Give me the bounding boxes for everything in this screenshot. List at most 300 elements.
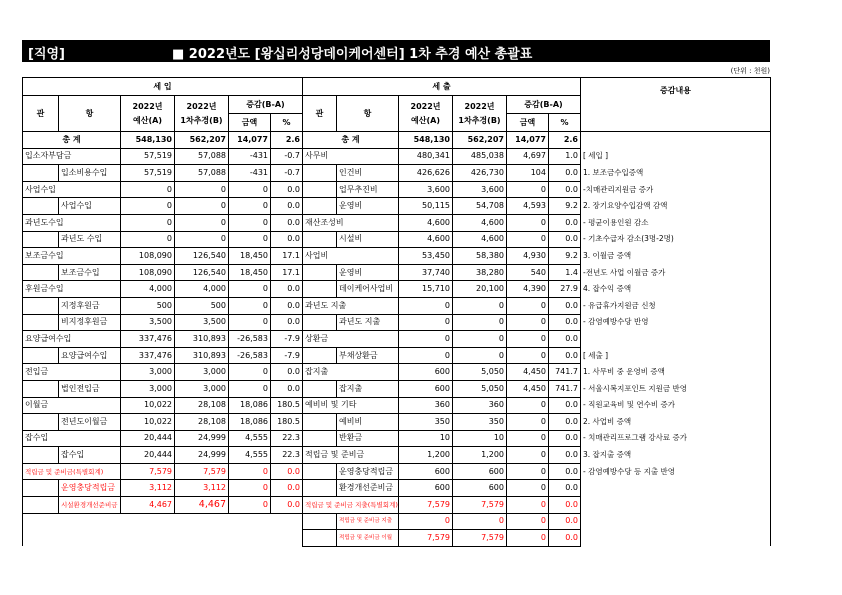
table-row (23, 297, 771, 314)
income-budget-b: 3,500 (175, 314, 229, 331)
note-line: - 감염예방수당 등 지출 반영 (581, 463, 771, 480)
expense-budget-b: 58,380 (453, 248, 507, 265)
expense-budget-b: 426,730 (453, 165, 507, 182)
income-gwan-cell (23, 165, 59, 182)
expense-budget-b: 7,579 (453, 497, 507, 514)
expense-budget-a: 4,600 (399, 214, 453, 231)
income-budget-a: 0 (121, 214, 175, 231)
income-diff-amount: 18,086 (229, 414, 271, 431)
expense-budget-a: 50,115 (399, 198, 453, 215)
income-diff-amount: 0 (229, 480, 271, 497)
expense-diff-pct: 741.7 (549, 380, 581, 397)
expense-diff-amount: 104 (507, 165, 549, 182)
budget-table (22, 77, 771, 547)
expense-gwan-cell (303, 414, 337, 431)
income-budget-a: 337,476 (121, 331, 175, 348)
expense-diff-amount: 4,390 (507, 281, 549, 298)
expense-diff-amount: 4,450 (507, 364, 549, 381)
income-budget-a: 20,444 (121, 430, 175, 447)
income-budget-b: 0 (175, 214, 229, 231)
income-hang-cell: 과년도 수입 (59, 231, 121, 248)
income-hang-header: 항 (59, 96, 121, 132)
income-budget-b: 0 (175, 198, 229, 215)
income-diff-pct: 17.1 (271, 248, 303, 265)
expense-budget-a: 600 (399, 463, 453, 480)
income-diff-amount: 0 (229, 314, 271, 331)
income-diff-amount: 0 (229, 231, 271, 248)
income-diff-amount: -26,583 (229, 331, 271, 348)
expense-gwan-cell (303, 198, 337, 215)
note-line: - 치매관리프로그램 강사료 증가 (581, 430, 771, 447)
income-hang-cell: 입소비용수입 (59, 165, 121, 182)
expense-diff-pct: 0.0 (549, 165, 581, 182)
income-hang-cell: 보조금수입 (59, 264, 121, 281)
expense-budget-a: 7,579 (399, 497, 453, 514)
expense-budget-a: 0 (399, 347, 453, 364)
income-gwan-cell (23, 314, 59, 331)
expense-diff-amount: 0 (507, 231, 549, 248)
expense-budget-a: 600 (399, 380, 453, 397)
expense-hang-cell: 업무추진비 (337, 181, 399, 198)
income-budget-b: 57,088 (175, 148, 229, 165)
expense-diff-pct: 0.0 (549, 181, 581, 198)
income-budget-a: 4,000 (121, 281, 175, 298)
note-line: -치매관리지원금 증가 (581, 181, 771, 198)
income-budget-b: 0 (175, 231, 229, 248)
income-gwan-cell (23, 414, 59, 431)
expense-budget-a: 350 (399, 414, 453, 431)
income-amount-header: 금액 (229, 114, 271, 132)
note-line: 3. 이월금 증액 (581, 248, 771, 265)
income-diff-pct: -0.7 (271, 148, 303, 165)
expense-diff-amount: 0 (507, 530, 549, 547)
expense-diff-pct: 0.0 (549, 414, 581, 431)
expense-total-pct: 2.6 (549, 132, 581, 149)
expense-budget-a: 3,600 (399, 181, 453, 198)
expense-diff-amount: 0 (507, 430, 549, 447)
expense-gwan-cell (303, 463, 337, 480)
income-gwan-cell (23, 447, 59, 464)
note-line: - 기초수급자 감소(3명-2명) (581, 231, 771, 248)
expense-gwan-header: 관 (303, 96, 337, 132)
income-budget-a-header: 2022년 예산(A) (121, 96, 175, 132)
income-budget-a: 3,112 (121, 480, 175, 497)
table-row (23, 347, 771, 364)
income-diff-amount: 18,450 (229, 248, 271, 265)
income-budget-b: 310,893 (175, 347, 229, 364)
income-hang-cell: 법인전입금 (59, 380, 121, 397)
note-line: - 직원교육비 및 연수비 증가 (581, 397, 771, 414)
income-diff-pct: 22.3 (271, 447, 303, 464)
income-diff-pct: 180.5 (271, 414, 303, 431)
expense-diff-amount: 0 (507, 463, 549, 480)
note-line: [ 세입 ] (581, 148, 771, 165)
note-line: - 감염예방수당 반영 (581, 314, 771, 331)
income-budget-b: 28,108 (175, 414, 229, 431)
income-diff-amount: -431 (229, 165, 271, 182)
expense-budget-a: 7,579 (399, 530, 453, 547)
income-total-diff: 14,077 (229, 132, 271, 149)
expense-hang-cell: 운영비 (337, 198, 399, 215)
note-line (581, 497, 771, 514)
expense-gwan-cell (303, 380, 337, 397)
expense-diff-pct: 0.0 (549, 430, 581, 447)
expense-budget-a: 4,600 (399, 231, 453, 248)
expense-pct-header: % (549, 114, 581, 132)
income-budget-a: 57,519 (121, 165, 175, 182)
expense-total-b: 562,207 (453, 132, 507, 149)
income-header: 세 입 (23, 78, 303, 96)
expense-budget-b: 20,100 (453, 281, 507, 298)
expense-gwan-cell: 상환금 (303, 331, 399, 348)
expense-budget-b: 5,050 (453, 380, 507, 397)
income-budget-a: 108,090 (121, 248, 175, 265)
income-diff-pct: 0.0 (271, 214, 303, 231)
table-row (23, 480, 771, 497)
expense-budget-a: 426,626 (399, 165, 453, 182)
expense-budget-a: 480,341 (399, 148, 453, 165)
expense-budget-a: 0 (399, 513, 453, 530)
note-line (581, 513, 771, 530)
note-line (581, 530, 771, 547)
expense-diff-amount: 0 (507, 297, 549, 314)
expense-gwan-cell (303, 430, 337, 447)
expense-hang-cell: 반환금 (337, 430, 399, 447)
note-line: 1. 사무비 중 운영비 증액 (581, 364, 771, 381)
expense-gwan-cell (303, 165, 337, 182)
table-row (23, 380, 771, 397)
expense-budget-b: 38,280 (453, 264, 507, 281)
income-gwan-cell: 이월금 (23, 397, 121, 414)
org-label: [직영] (28, 47, 65, 62)
expense-diff-pct: 0.0 (549, 214, 581, 231)
note-line: 1. 보조금수입증액 (581, 165, 771, 182)
table-row (23, 181, 771, 198)
income-gwan-cell: 보조금수입 (23, 248, 121, 265)
income-budget-b: 3,000 (175, 364, 229, 381)
income-gwan-cell (23, 497, 59, 514)
income-diff-amount: 0 (229, 463, 271, 480)
expense-gwan-cell: 과년도 지출 (303, 297, 399, 314)
income-gwan-cell (23, 264, 59, 281)
expense-budget-b: 0 (453, 513, 507, 530)
income-budget-a: 20,444 (121, 447, 175, 464)
income-budget-a: 0 (121, 231, 175, 248)
expense-diff-pct: 0.0 (549, 463, 581, 480)
note-line: 3. 잡지출 증액 (581, 447, 771, 464)
expense-budget-b: 1,200 (453, 447, 507, 464)
income-budget-b: 24,999 (175, 447, 229, 464)
income-gwan-cell: 후원금수입 (23, 281, 121, 298)
income-diff-amount: -26,583 (229, 347, 271, 364)
expense-budget-b: 0 (453, 347, 507, 364)
expense-diff-amount: 4,593 (507, 198, 549, 215)
income-diff-pct: 0.0 (271, 181, 303, 198)
note-line: 4. 잡수익 증액 (581, 281, 771, 298)
expense-diff-pct: 0.0 (549, 497, 581, 514)
income-budget-b: 0 (175, 181, 229, 198)
expense-hang-header: 항 (337, 96, 399, 132)
table-row (23, 148, 771, 165)
table-row (23, 430, 771, 447)
expense-diff-pct: 0.0 (549, 447, 581, 464)
income-gwan-cell: 전입금 (23, 364, 121, 381)
expense-hang-cell: 환경개선준비금 (337, 480, 399, 497)
expense-hang-cell: 부채상환금 (337, 347, 399, 364)
note-line: 2. 장기요양수입감액 감액 (581, 198, 771, 215)
expense-gwan-cell: 적립금 및 준비금 (303, 447, 399, 464)
income-budget-b-header: 2022년 1차추경(B) (175, 96, 229, 132)
expense-diff-amount: 0 (507, 214, 549, 231)
income-budget-b: 24,999 (175, 430, 229, 447)
expense-diff-pct: 0.0 (549, 530, 581, 547)
income-diff-pct: 0.0 (271, 297, 303, 314)
notes-header: 증감내용 (581, 78, 771, 132)
income-gwan-header: 관 (23, 96, 59, 132)
income-pct-header: % (271, 114, 303, 132)
note-line (581, 331, 771, 348)
income-diff-amount: 18,086 (229, 397, 271, 414)
expense-budget-a: 0 (399, 331, 453, 348)
income-budget-b: 126,540 (175, 248, 229, 265)
income-diff-pct: 0.0 (271, 281, 303, 298)
expense-diff-pct: 741.7 (549, 364, 581, 381)
expense-budget-b: 360 (453, 397, 507, 414)
expense-budget-a: 0 (399, 314, 453, 331)
expense-hang-cell: 적립금 및 준비금 이월 (337, 530, 399, 547)
income-gwan-cell: 사업수입 (23, 181, 121, 198)
income-budget-b: 3,112 (175, 480, 229, 497)
income-gwan-cell: 적립금 및 준비금(특별회계) (23, 463, 121, 480)
table-row (23, 198, 771, 215)
income-diff-pct: 0.0 (271, 497, 303, 514)
income-hang-cell: 운영충당적립금 (59, 480, 121, 497)
expense-budget-b-header: 2022년 1차추경(B) (453, 96, 507, 132)
expense-diff-pct: 0.0 (549, 231, 581, 248)
income-hang-cell: 요양급여수입 (59, 347, 121, 364)
expense-budget-b: 485,038 (453, 148, 507, 165)
expense-budget-b: 0 (453, 297, 507, 314)
income-budget-a: 337,476 (121, 347, 175, 364)
title-bar (22, 40, 770, 62)
expense-diff-amount: 0 (507, 331, 549, 348)
expense-diff-amount: 0 (507, 314, 549, 331)
expense-amount-header: 금액 (507, 114, 549, 132)
income-diff-pct: 22.3 (271, 430, 303, 447)
expense-budget-b: 4,600 (453, 214, 507, 231)
income-diff-amount: 18,450 (229, 264, 271, 281)
expense-gwan-cell: 적립금 및 준비금 지출(특별회계) (303, 497, 399, 514)
income-budget-a: 10,022 (121, 397, 175, 414)
expense-diff-amount: 0 (507, 397, 549, 414)
income-budget-b: 3,000 (175, 380, 229, 397)
income-diff-pct: 17.1 (271, 264, 303, 281)
page-title: ■ 2022년도 [왕십리성당데이케어센터] 1차 추경 예산 총괄표 (172, 47, 533, 62)
income-diff-header: 증감(B-A) (229, 96, 303, 114)
income-budget-a: 3,000 (121, 364, 175, 381)
expense-diff-amount: 0 (507, 480, 549, 497)
income-gwan-cell: 과년도수입 (23, 214, 121, 231)
income-diff-amount: 0 (229, 497, 271, 514)
income-hang-cell: 지정후원금 (59, 297, 121, 314)
income-diff-pct: 0.0 (271, 480, 303, 497)
income-budget-b: 500 (175, 297, 229, 314)
expense-diff-amount: 0 (507, 513, 549, 530)
income-gwan-cell: 입소자부담금 (23, 148, 121, 165)
expense-diff-pct: 1.4 (549, 264, 581, 281)
income-diff-amount: 0 (229, 214, 271, 231)
expense-diff-amount: 4,450 (507, 380, 549, 397)
income-hang-cell: 잡수입 (59, 447, 121, 464)
income-hang-cell: 전년도이월금 (59, 414, 121, 431)
income-total-a: 548,130 (121, 132, 175, 149)
income-diff-amount: -431 (229, 148, 271, 165)
income-gwan-cell (23, 198, 59, 215)
income-gwan-cell: 요양급여수입 (23, 331, 121, 348)
expense-budget-a: 600 (399, 364, 453, 381)
income-diff-pct: 180.5 (271, 397, 303, 414)
income-total-pct: 2.6 (271, 132, 303, 149)
expense-gwan-cell (303, 181, 337, 198)
income-gwan-cell (23, 380, 59, 397)
expense-budget-b: 10 (453, 430, 507, 447)
expense-diff-amount: 0 (507, 414, 549, 431)
expense-total-diff: 14,077 (507, 132, 549, 149)
totals-row (23, 132, 771, 149)
income-hang-cell: 시설환경개선준비금 (59, 497, 121, 514)
expense-total-label: 총 계 (303, 132, 399, 149)
expense-budget-b: 600 (453, 463, 507, 480)
income-diff-pct: -0.7 (271, 165, 303, 182)
income-budget-a: 0 (121, 181, 175, 198)
income-budget-a: 3,000 (121, 380, 175, 397)
expense-diff-pct: 9.2 (549, 198, 581, 215)
income-budget-a: 10,022 (121, 414, 175, 431)
income-diff-pct: -7.9 (271, 331, 303, 348)
expense-diff-amount: 0 (507, 347, 549, 364)
table-row (23, 231, 771, 248)
income-budget-b: 57,088 (175, 165, 229, 182)
expense-diff-pct: 27.9 (549, 281, 581, 298)
income-diff-pct: 0.0 (271, 198, 303, 215)
income-gwan-cell: 잡수입 (23, 430, 121, 447)
expense-diff-amount: 4,930 (507, 248, 549, 265)
income-diff-amount: 0 (229, 281, 271, 298)
expense-budget-a: 0 (399, 297, 453, 314)
income-budget-a: 3,500 (121, 314, 175, 331)
expense-budget-a-header: 2022년 예산(A) (399, 96, 453, 132)
note-line: - 서울시복지포인트 지원금 반영 (581, 380, 771, 397)
expense-budget-a: 360 (399, 397, 453, 414)
table-row (23, 214, 771, 231)
income-diff-amount: 4,555 (229, 447, 271, 464)
table-row (23, 331, 771, 348)
income-budget-b: 4,000 (175, 281, 229, 298)
expense-budget-a: 600 (399, 480, 453, 497)
income-budget-b: 310,893 (175, 331, 229, 348)
expense-budget-b: 5,050 (453, 364, 507, 381)
expense-hang-cell: 시설비 (337, 231, 399, 248)
note-line: - 평균이용인원 감소 (581, 214, 771, 231)
expense-gwan-cell (303, 281, 337, 298)
expense-diff-amount: 0 (507, 497, 549, 514)
income-budget-a: 7,579 (121, 463, 175, 480)
expense-diff-pct: 0.0 (549, 347, 581, 364)
table-row (23, 397, 771, 414)
expense-hang-cell: 운영비 (337, 264, 399, 281)
table-row (23, 463, 771, 480)
expense-hang-cell: 적립금 및 준비금 지출 (337, 513, 399, 530)
income-diff-pct: 0.0 (271, 380, 303, 397)
expense-hang-cell: 과년도 지출 (337, 314, 399, 331)
table-row (23, 513, 771, 530)
expense-gwan-cell (303, 264, 337, 281)
expense-hang-cell: 인건비 (337, 165, 399, 182)
income-gwan-cell (23, 347, 59, 364)
table-row (23, 447, 771, 464)
unit-label: (단위 : 천원) (730, 67, 770, 75)
income-budget-a: 57,519 (121, 148, 175, 165)
income-budget-a: 500 (121, 297, 175, 314)
expense-budget-a: 53,450 (399, 248, 453, 265)
table-row (23, 281, 771, 298)
expense-diff-amount: 4,697 (507, 148, 549, 165)
expense-budget-a: 37,740 (399, 264, 453, 281)
table-row (23, 364, 771, 381)
expense-gwan-cell (303, 231, 337, 248)
table-row (23, 314, 771, 331)
expense-budget-a: 10 (399, 430, 453, 447)
expense-gwan-cell: 사업비 (303, 248, 399, 265)
expense-diff-pct: 0.0 (549, 331, 581, 348)
expense-header: 세 출 (303, 78, 581, 96)
expense-gwan-cell (303, 513, 337, 530)
income-total-label: 총 계 (23, 132, 121, 149)
table-row (23, 414, 771, 431)
table-row (23, 497, 771, 514)
expense-diff-pct: 0.0 (549, 314, 581, 331)
expense-diff-amount: 540 (507, 264, 549, 281)
expense-budget-b: 600 (453, 480, 507, 497)
income-budget-b: 7,579 (175, 463, 229, 480)
income-gwan-cell (23, 231, 59, 248)
expense-gwan-cell: 예비비 및 기타 (303, 397, 399, 414)
income-diff-amount: 0 (229, 198, 271, 215)
expense-gwan-cell (303, 480, 337, 497)
expense-total-a: 548,130 (399, 132, 453, 149)
expense-gwan-cell (303, 314, 337, 331)
table-row (23, 264, 771, 281)
expense-diff-pct: 0.0 (549, 397, 581, 414)
expense-hang-cell: 잡지출 (337, 380, 399, 397)
expense-gwan-cell: 사무비 (303, 148, 399, 165)
income-diff-pct: 0.0 (271, 314, 303, 331)
income-hang-cell: 비지정후원금 (59, 314, 121, 331)
income-budget-b: 4,467 (175, 497, 229, 514)
income-diff-pct: 0.0 (271, 231, 303, 248)
expense-budget-b: 3,600 (453, 181, 507, 198)
expense-diff-pct: 9.2 (549, 248, 581, 265)
expense-budget-a: 1,200 (399, 447, 453, 464)
income-diff-amount: 0 (229, 380, 271, 397)
income-budget-a: 4,467 (121, 497, 175, 514)
note-line: [ 세출 ] (581, 347, 771, 364)
expense-budget-b: 0 (453, 314, 507, 331)
note-line: -전년도 사업 이월금 증가 (581, 264, 771, 281)
income-diff-amount: 0 (229, 364, 271, 381)
note-line (581, 480, 771, 497)
income-budget-b: 126,540 (175, 264, 229, 281)
